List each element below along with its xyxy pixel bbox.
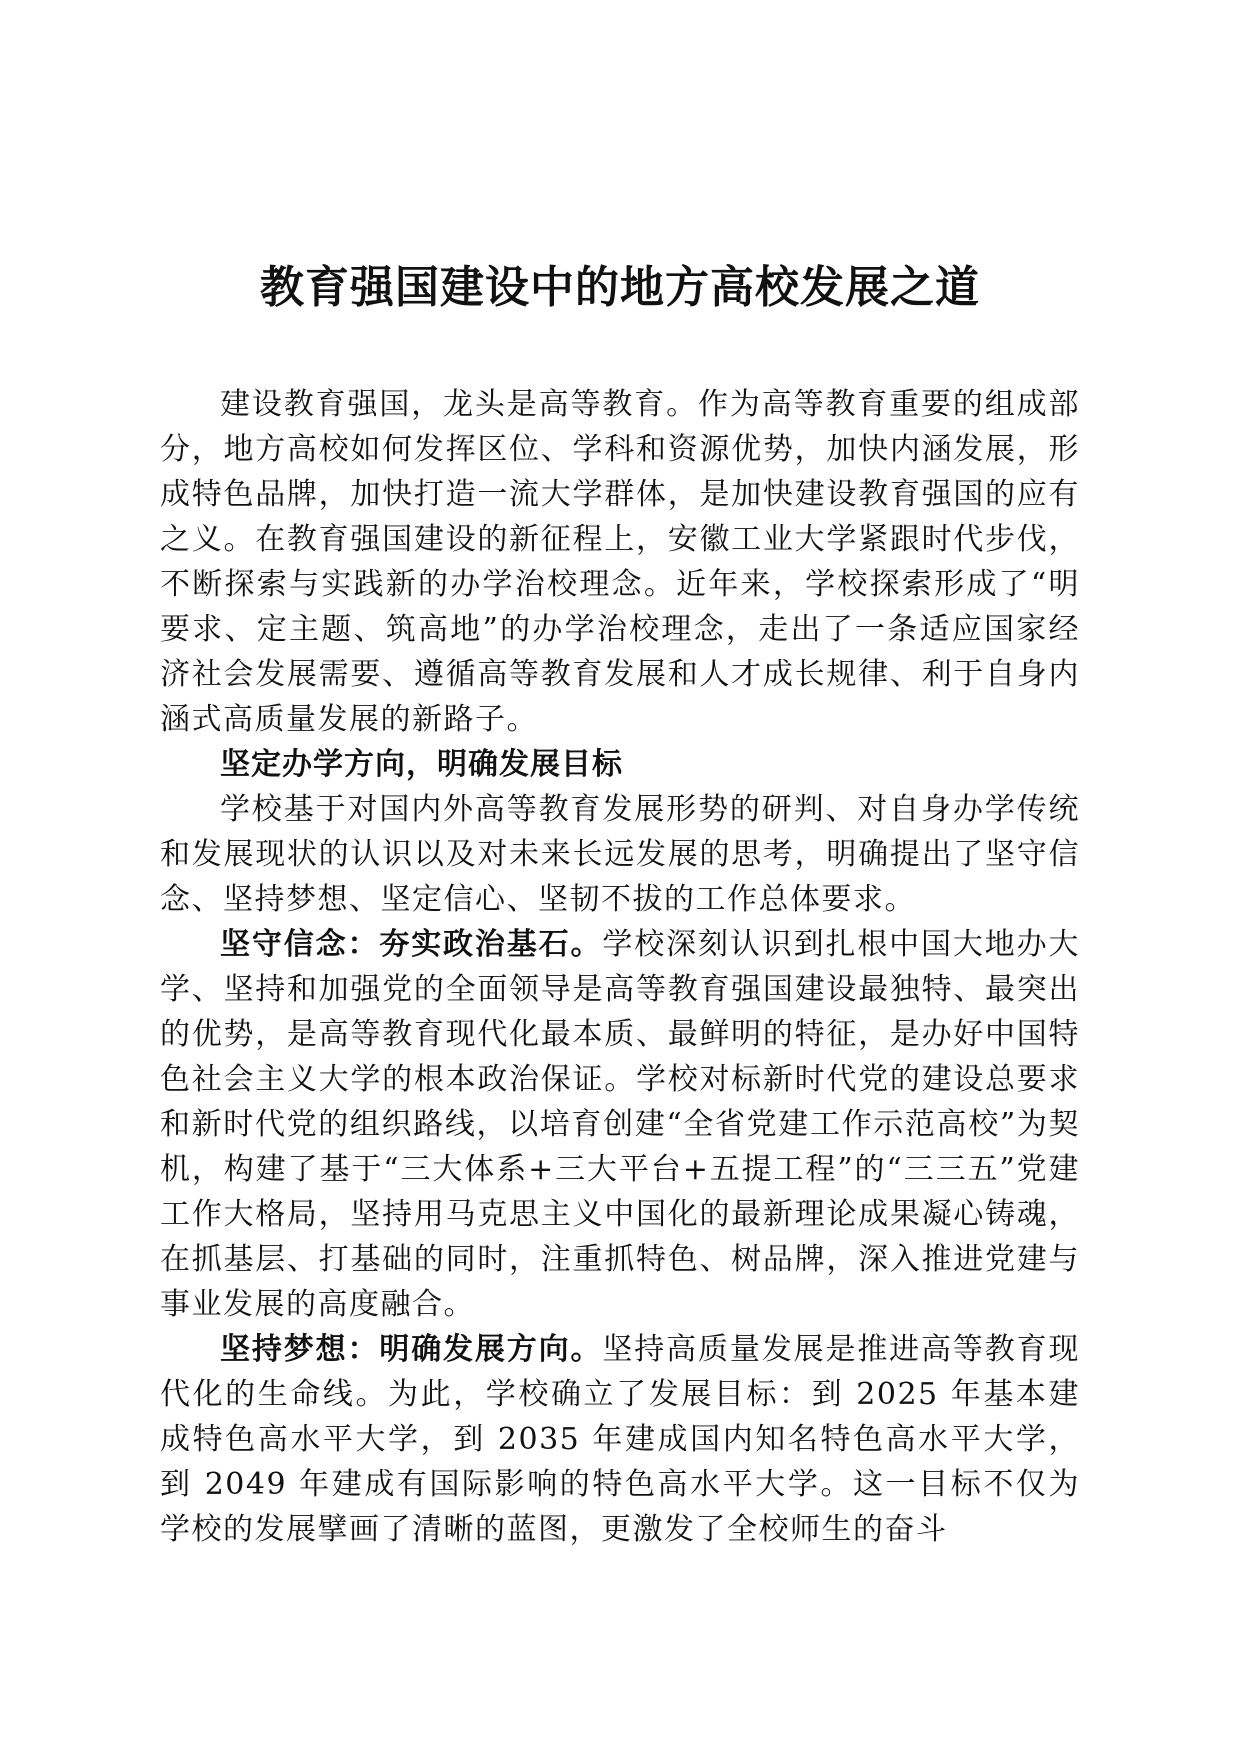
paragraph-text: 学校基于对国内外高等教育发展形势的研判、对自身办学传统和发展现状的认识以及对未来长远发展的思考，明确提出了坚守信念、坚持梦想、坚定信心、坚韧不拔的工作总体要求。 [160,792,1080,917]
section-heading: 坚定办学方向，明确发展目标 [220,747,623,782]
paragraph-lead: 坚持梦想：明确发展方向。 [220,1332,603,1367]
document-title: 教育强国建设中的地方高校发展之道 [260,262,980,313]
paragraph-lead: 坚守信念：夯实政治基石。 [220,927,603,962]
paragraph-text: 建设教育强国，龙头是高等教育。作为高等教育重要的组成部分，地方高校如何发挥区位、学科和资源优势，加快内涵发展，形成特色品牌，加快打造一流大学群体，是加快建设教育强国的应有之义。在教育强国建设的新征程上，安徽工业大学紧跟时代步伐，不断探索与实践新的办学治校理念。近年来，学校探索形成了“明要求、定主题、筑高地”的办学治校理念，走出了一条适应国家经济社会发展需要、遵循高等教育发展和人才成长规律、利于自身内涵式高质量发展的新路子。 [160,387,1080,737]
intro-paragraph [160,382,1080,742]
paragraph-text: 坚持高质量发展是推进高等教育现代化的生命线。为此，学校确立了发展目标：到 2025 年基本建成特色高水平大学，到 2035 年建成国内知名特色高水平大学，到 2049 年建成有国际影响的特色高水平大学。这一目标不仅为学校的发展擘画了清晰的蓝图，更激发了全校师生的奋斗 [160,1332,1081,1547]
body-paragraph [160,922,1080,1327]
body-paragraph [160,1327,1080,1552]
body-paragraph [160,787,1080,922]
paragraph-text: 学校深刻认识到扎根中国大地办大学、坚持和加强党的全面领导是高等教育强国建设最独特、最突出的优势，是高等教育现代化最本质、最鲜明的特征，是办好中国特色社会主义大学的根本政治保证。学校对标新时代党的建设总要求和新时代党的组织路线，以培育创建“全省党建工作示范高校”为契机，构建了基于“三大体系+三大平台+五提工程”的“三三五”党建工作大格局，坚持用马克思主义中国化的最新理论成果凝心铸魂，在抓基层、打基础的同时，注重抓特色、树品牌，深入推进党建与事业发展的高度融合。 [160,927,1081,1322]
document-body [160,382,1080,1552]
